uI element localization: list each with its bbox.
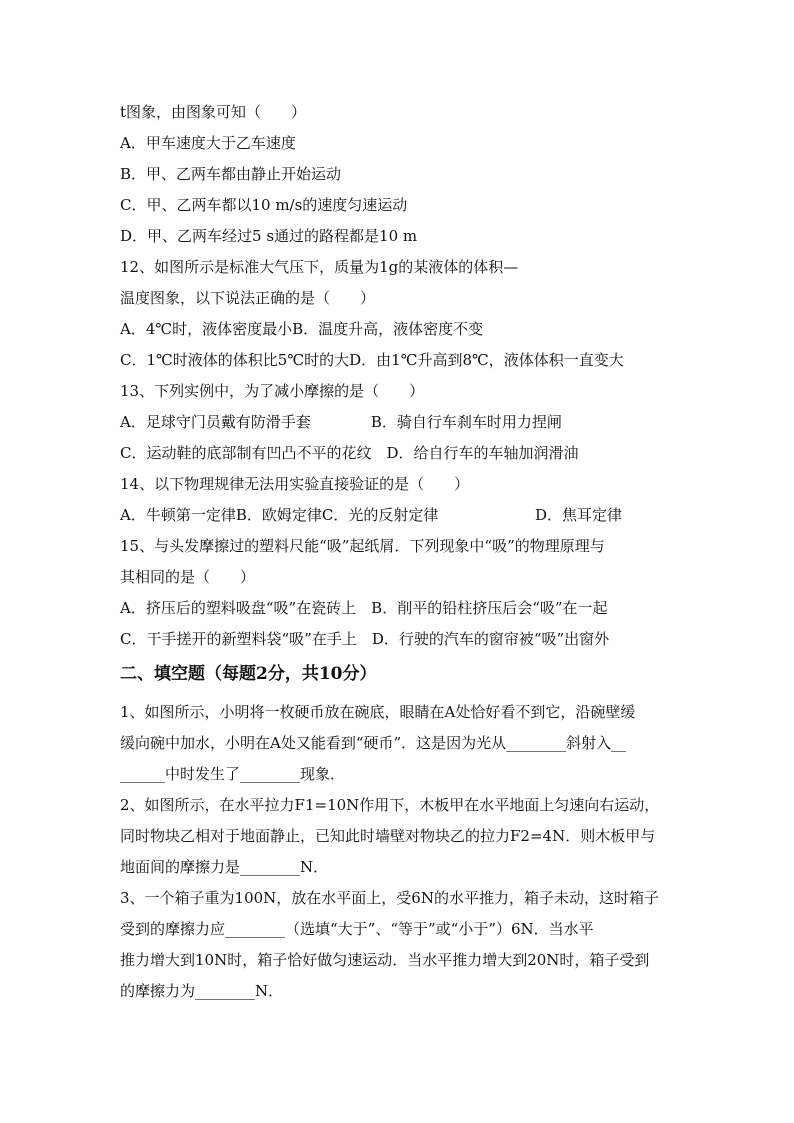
fb3-line3: 推力增大到10N时，箱子恰好做匀速运动．当水平推力增大到20N时，箱子受到 xyxy=(120,951,650,969)
q14-option-d: D．焦耳定律 xyxy=(535,506,623,524)
q13-stem: 13、下列实例中，为了减小摩擦的是（ ） xyxy=(120,382,425,400)
fb2-line3: 地面间的摩擦力是________N． xyxy=(120,858,329,876)
q15-stem-line1: 15、与头发摩擦过的塑料尺能“吸”起纸屑．下列现象中“吸”的物理原理与 xyxy=(120,537,605,555)
q11-option-c: C．甲、乙两车都以10 m/s的速度匀速运动 xyxy=(120,196,408,214)
fb1-line3: ______中时发生了________现象． xyxy=(120,765,346,783)
q12-stem-line1: 12、如图所示是标准大气压下，质量为1g的某液体的体积— xyxy=(120,258,519,276)
fb3-line4: 的摩擦力为________N． xyxy=(120,982,284,1000)
q11-option-d: D．甲、乙两车经过5 s通过的路程都是10 m xyxy=(120,227,418,245)
q11-option-a: A．甲车速度大于乙车速度 xyxy=(120,134,296,152)
q15-options-ab: A．挤压后的塑料吸盘“吸”在瓷砖上 B．削平的铅柱挤压后会“吸”在一起 xyxy=(120,599,608,617)
fb3-line2: 受到的摩擦力应________（选填“大于”、“等于”或“小于”）6N．当水平 xyxy=(120,920,594,938)
q12-options-ab: A．4℃时，液体密度最小B．温度升高，液体密度不变 xyxy=(120,320,484,338)
q12-stem-line2: 温度图象，以下说法正确的是（ ） xyxy=(120,289,376,307)
fb1-line2: 缓向碗中加水，小明在A处又能看到“硬币”．这是因为光从________斜射入__ xyxy=(120,734,627,752)
fb2-line2: 同时物块乙相对于地面静止，已知此时墙壁对物块乙的拉力F2=4N．则木板甲与 xyxy=(120,827,656,845)
q13-options-cd: C．运动鞋的底部制有凹凸不平的花纹 D．给自行车的车轴加润滑油 xyxy=(120,444,579,462)
q11-stem-end: t图象，由图象可知（ ） xyxy=(120,103,307,121)
q12-options-cd: C．1℃时液体的体积比5℃时的大D．由1℃升高到8℃，液体体积一直变大 xyxy=(120,351,624,369)
fb2-line1: 2、如图所示，在水平拉力F1=10N作用下，木板甲在水平地面上匀速向右运动， xyxy=(120,796,660,814)
q13-options-ab: A．足球守门员戴有防滑手套 B．骑自行车刹车时用力捏闸 xyxy=(120,413,562,431)
q15-options-cd: C．干手搓开的新塑料袋“吸”在手上 D．行驶的汽车的窗帘被“吸”出窗外 xyxy=(120,630,610,648)
q11-option-b: B．甲、乙两车都由静止开始运动 xyxy=(120,165,342,183)
q15-stem-line2: 其相同的是（ ） xyxy=(120,568,256,586)
q14-stem: 14、以下物理规律无法用实验直接验证的是（ ） xyxy=(120,475,470,493)
section-heading-fill-blank: 二、填空题（每题2分，共10分） xyxy=(120,664,377,684)
q14-options-abc: A．牛顿第一定律B．欧姆定律C．光的反射定律 xyxy=(120,506,439,524)
fb1-line1: 1、如图所示，小明将一枚硬币放在碗底，眼睛在A处恰好看不到它，沿碗壁缓 xyxy=(120,703,636,721)
fb3-line1: 3、一个箱子重为100N，放在水平面上，受6N的水平推力，箱子未动，这时箱子 xyxy=(120,889,659,907)
